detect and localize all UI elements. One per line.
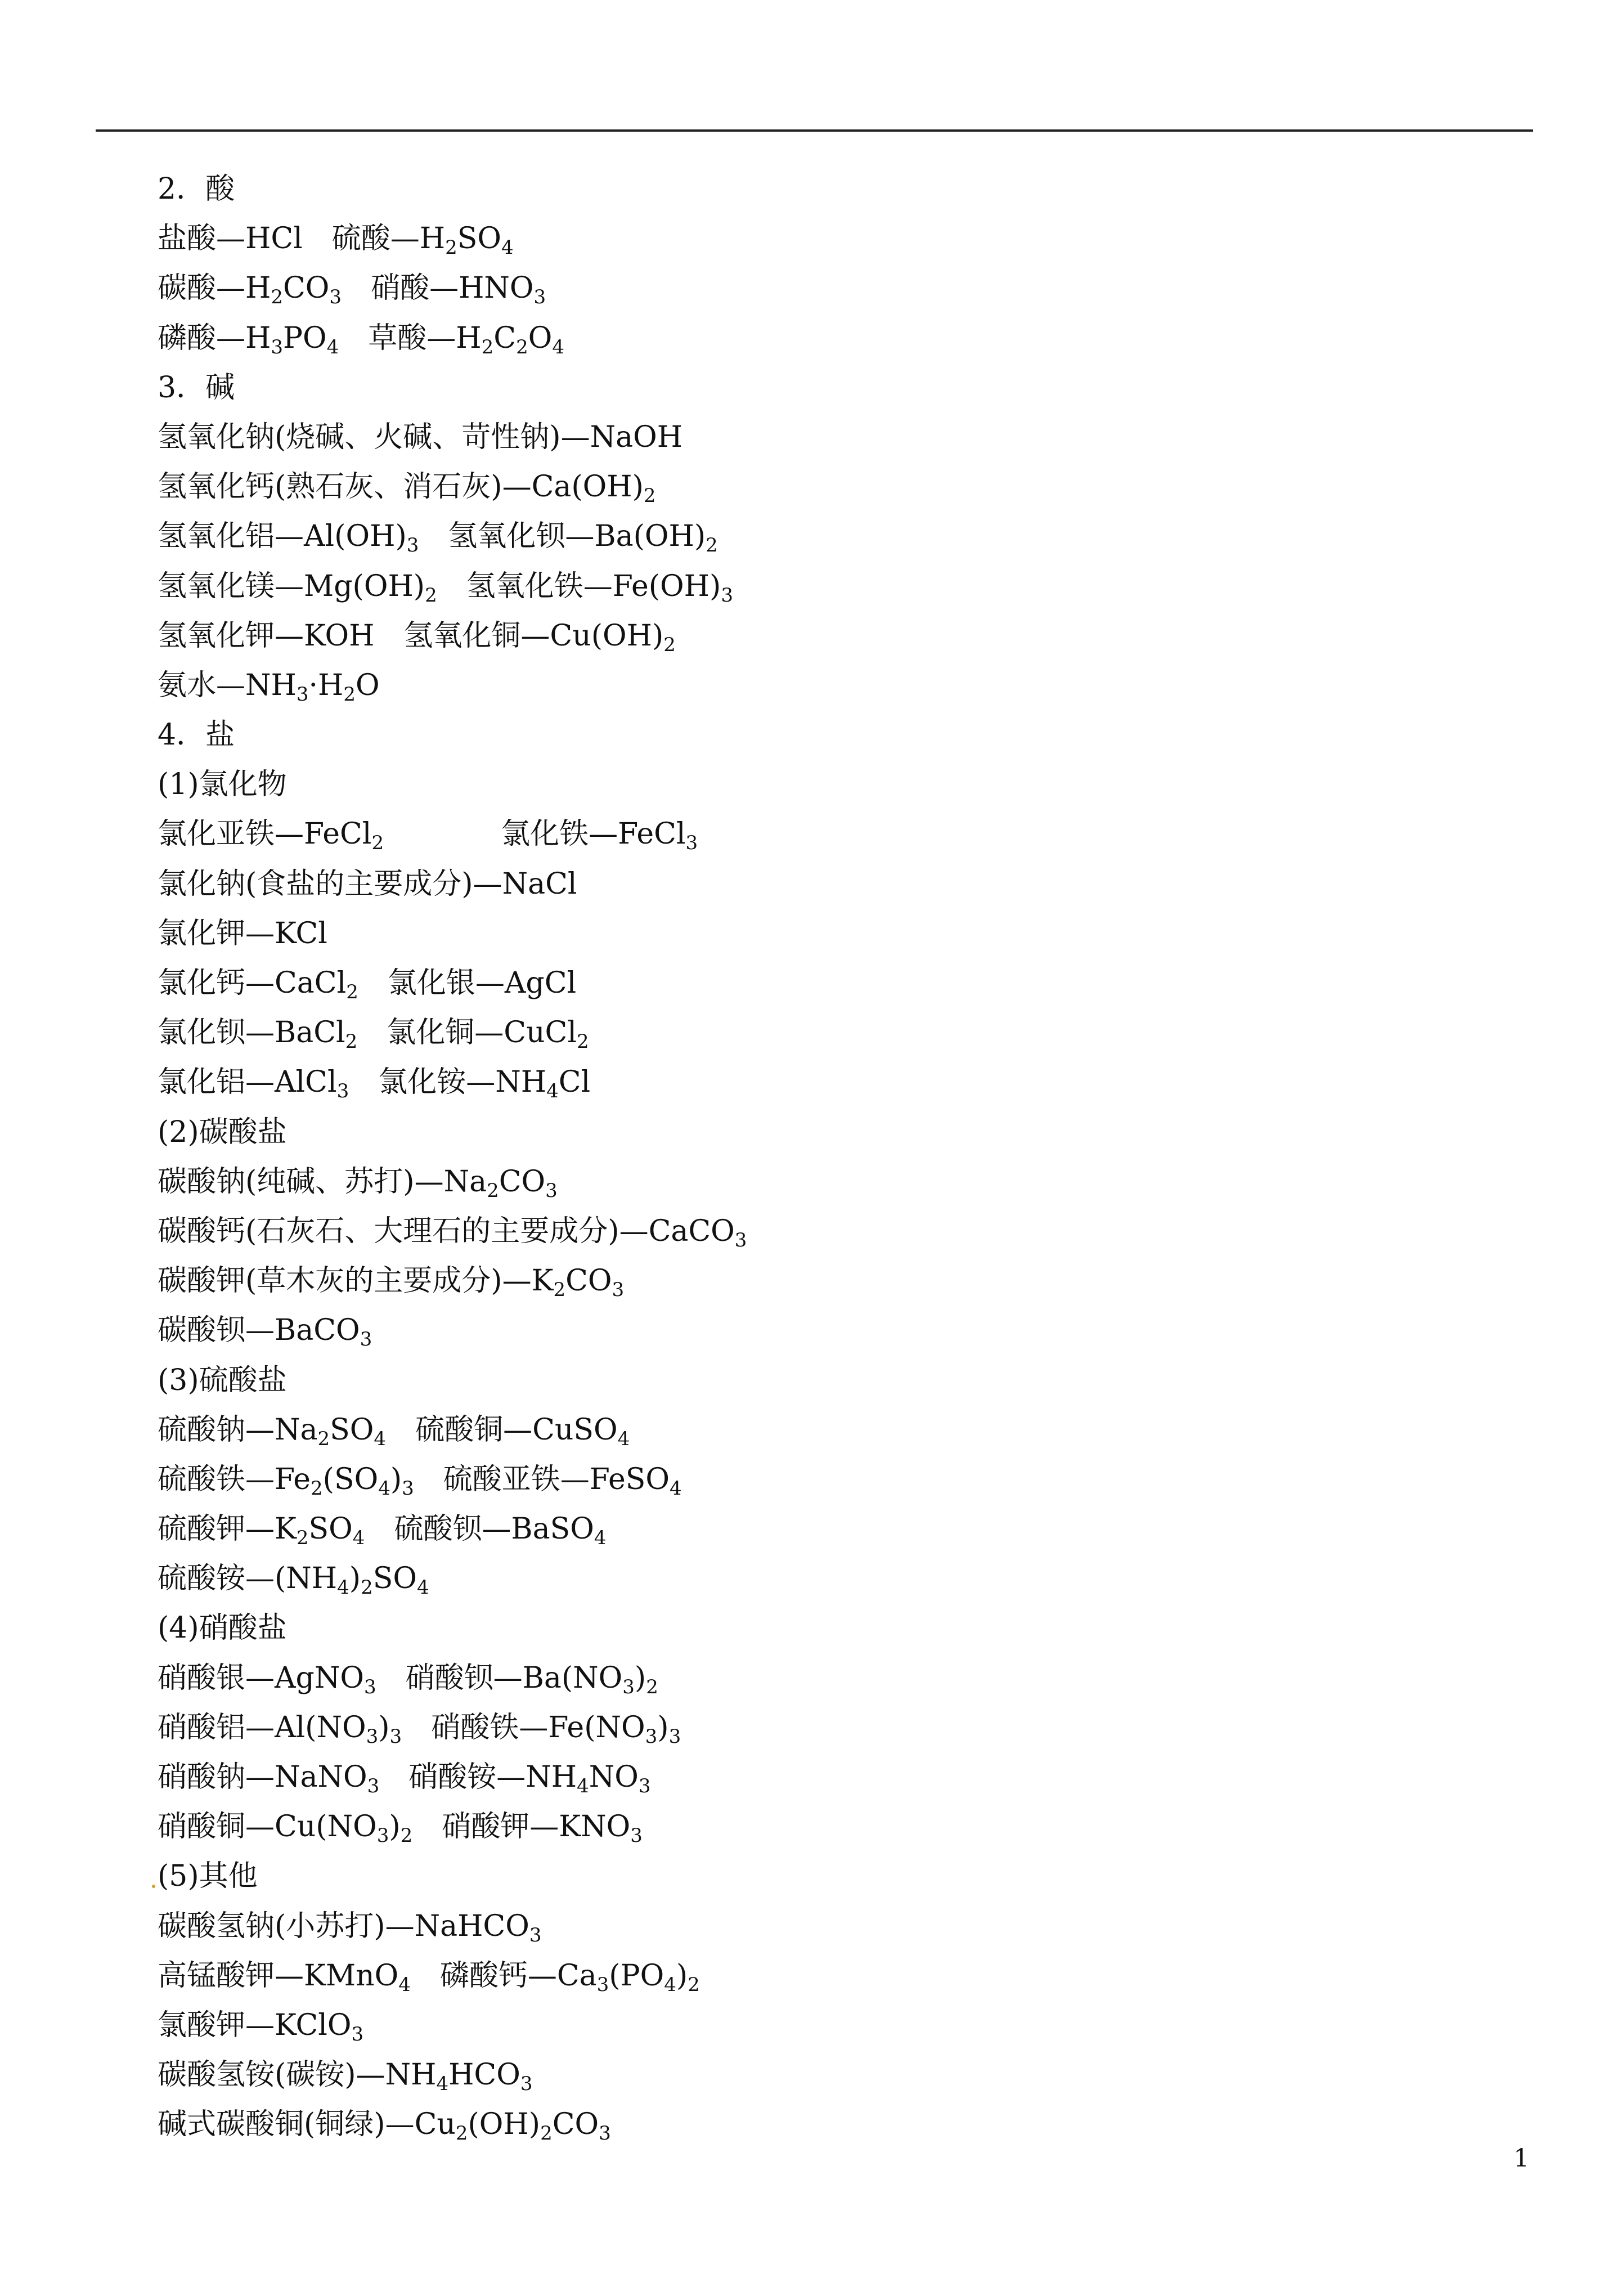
- formula-subscript: 4: [398, 1973, 411, 1996]
- header-rule: [96, 129, 1533, 132]
- formula-subscript: 2: [643, 485, 656, 508]
- formula-subscript: 3: [622, 1675, 635, 1698]
- text-segment: 硫酸铜—CuSO: [386, 1412, 618, 1447]
- formula-subscript: 4: [577, 1775, 589, 1797]
- formula-subscript: 2: [540, 2122, 553, 2145]
- formula-subscript: 3: [596, 1973, 609, 1996]
- formula-subscript: 2: [346, 981, 358, 1003]
- text-segment: 氯化钠(食盐的主要成分)—NaCl: [158, 867, 577, 901]
- formula-subscript: 3: [351, 2023, 364, 2046]
- formula-subscript: 4: [352, 1527, 365, 1550]
- text-segment: 氢氧化铝—Al(OH): [158, 519, 407, 554]
- text-segment: CO: [283, 271, 330, 306]
- formula-subscript: 2: [576, 1030, 589, 1053]
- text-segment: 碳酸氢铵(碳铵)—NH: [158, 2058, 437, 2092]
- text-line: [158, 412, 1508, 462]
- formula-subscript: 3: [645, 1725, 658, 1748]
- text-line: [158, 2001, 1508, 2050]
- page-number: 1: [1514, 2144, 1529, 2173]
- formula-subscript: 3: [366, 1725, 379, 1748]
- text-line: [158, 462, 1508, 512]
- text-line: [158, 1107, 1508, 1157]
- text-segment: 氯化铜—CuCl: [357, 1016, 577, 1050]
- formula-subscript: 2: [343, 683, 356, 706]
- text-line: [158, 710, 1508, 760]
- text-segment: (2)碳酸盐: [158, 1115, 287, 1149]
- text-segment: 氢氧化钡—Ba(OH): [419, 519, 706, 554]
- formula-subscript: 4: [594, 1527, 607, 1550]
- text-segment: SO: [457, 222, 502, 256]
- formula-subscript: 4: [374, 1427, 387, 1450]
- text-segment: 碳酸钾(草木灰的主要成分)—K: [158, 1264, 554, 1298]
- formula-subscript: 2: [481, 335, 494, 358]
- text-line: [158, 760, 1508, 809]
- text-segment: ·H: [308, 668, 344, 702]
- text-segment: 硫酸钾—K: [158, 1512, 297, 1546]
- formula-subscript: 2: [445, 236, 457, 259]
- text-line: [158, 1851, 1508, 1901]
- text-segment: O: [356, 668, 380, 702]
- formula-subscript: 4: [670, 1477, 682, 1500]
- text-segment: 硫酸亚铁—FeSO: [414, 1462, 670, 1496]
- text-line: [158, 1207, 1508, 1256]
- text-segment: 碳酸钡—BaCO: [158, 1313, 360, 1348]
- text-segment: 碳酸钙(石灰石、大理石的主要成分)—CaCO: [158, 1214, 735, 1248]
- text-segment: 高锰酸钾—KMnO: [158, 1958, 399, 1993]
- text-segment: 硝酸钾—KNO: [412, 1810, 631, 1844]
- text-line: [158, 512, 1508, 561]
- text-segment: 硫酸钠—Na: [158, 1412, 318, 1447]
- formula-subscript: 2: [516, 335, 528, 358]
- text-segment: ): [378, 1710, 390, 1745]
- text-segment: ): [349, 1562, 361, 1596]
- text-line: [158, 1405, 1508, 1455]
- text-line: [158, 263, 1508, 313]
- text-segment: 氯化铵—NH: [349, 1065, 547, 1100]
- text-line: [158, 809, 1508, 859]
- formula-subscript: 4: [337, 1576, 349, 1599]
- formula-subscript: 4: [617, 1427, 630, 1450]
- text-segment: SO: [308, 1512, 353, 1546]
- text-line: [158, 562, 1508, 611]
- formula-subscript: 4: [436, 2073, 449, 2096]
- text-segment: 2．酸: [158, 172, 235, 206]
- formula-subscript: 4: [378, 1477, 390, 1500]
- text-segment: 硫酸铵—(NH: [158, 1562, 338, 1596]
- formula-subscript: 2: [425, 584, 437, 607]
- text-segment: SO: [330, 1412, 374, 1447]
- formula-subscript: 2: [271, 286, 283, 309]
- text-segment: C: [493, 321, 517, 355]
- formula-subscript: 2: [400, 1824, 413, 1847]
- formula-subscript: 2: [361, 1576, 373, 1599]
- formula-subscript: 3: [406, 534, 419, 557]
- text-line: [158, 1554, 1508, 1603]
- text-segment: 氢氧化铁—Fe(OH): [437, 569, 721, 603]
- text-line: [158, 1703, 1508, 1752]
- formula-subscript: 3: [367, 1775, 380, 1797]
- formula-subscript: 4: [501, 236, 514, 259]
- text-segment: O: [528, 321, 553, 355]
- text-segment: 硫酸钡—BaSO: [365, 1512, 594, 1546]
- text-line: [158, 1306, 1508, 1355]
- text-segment: 氯化钙—CaCl: [158, 966, 347, 1000]
- text-line: [158, 1157, 1508, 1207]
- formula-subscript: 2: [663, 633, 676, 656]
- text-segment: 氯化铁—FeCl: [384, 817, 686, 851]
- text-segment: 草酸—H: [339, 321, 482, 355]
- text-line: [158, 313, 1508, 363]
- text-segment: 硝酸铁—Fe(NO: [402, 1710, 645, 1745]
- formula-subscript: 2: [455, 2122, 468, 2145]
- formula-subscript: 2: [296, 1527, 309, 1550]
- text-segment: (4)硝酸盐: [158, 1611, 287, 1645]
- text-line: [158, 1504, 1508, 1554]
- formula-subscript: 2: [688, 1973, 700, 1996]
- text-segment: 硝酸银—AgNO: [158, 1661, 364, 1695]
- text-line: [158, 1902, 1508, 1951]
- text-segment: 硝酸钠—NaNO: [158, 1760, 367, 1794]
- text-segment: 碳酸氢钠(小苏打)—NaHCO: [158, 1909, 529, 1943]
- formula-subscript: 3: [685, 832, 698, 855]
- text-segment: (PO: [609, 1958, 664, 1993]
- formula-subscript: 3: [533, 286, 546, 309]
- formula-subscript: 4: [326, 335, 339, 358]
- formula-subscript: 3: [734, 1228, 747, 1252]
- text-segment: 硝酸—HNO: [342, 271, 534, 306]
- text-segment: PO: [283, 321, 327, 355]
- formula-subscript: 3: [612, 1279, 625, 1302]
- text-segment: ): [657, 1710, 669, 1745]
- formula-subscript: 3: [360, 1328, 372, 1351]
- formula-subscript: 2: [487, 1179, 499, 1202]
- formula-subscript: 3: [363, 1675, 376, 1698]
- formula-subscript: 3: [336, 1080, 349, 1103]
- text-segment: 氢氧化钠(烧碱、火碱、苛性钠)—NaOH: [158, 420, 683, 454]
- text-segment: 氯化银—AgCl: [358, 966, 577, 1000]
- text-segment: CO: [499, 1164, 546, 1199]
- text-line: [158, 214, 1508, 263]
- formula-subscript: 4: [664, 1973, 676, 1996]
- text-line: [158, 363, 1508, 412]
- formula-subscript: 4: [416, 1576, 429, 1599]
- text-segment: 氨水—NH: [158, 668, 297, 702]
- text-segment: Cl: [558, 1065, 591, 1100]
- text-segment: CO: [565, 1264, 612, 1298]
- formula-subscript: 2: [371, 832, 384, 855]
- text-segment: (OH): [468, 2107, 541, 2142]
- text-line: [158, 1356, 1508, 1405]
- formula-subscript: 3: [520, 2073, 533, 2096]
- formula-subscript: 3: [296, 683, 309, 706]
- text-segment: 磷酸钙—Ca: [410, 1958, 597, 1993]
- text-segment: 硝酸钡—Ba(NO: [376, 1661, 623, 1695]
- formula-subscript: 3: [376, 1824, 389, 1847]
- text-segment: 3．碱: [158, 370, 235, 405]
- formula-subscript: 3: [329, 286, 342, 309]
- text-line: [158, 1653, 1508, 1703]
- text-segment: (3)硫酸盐: [158, 1363, 287, 1397]
- formula-subscript: 2: [706, 534, 718, 557]
- formula-subscript: 3: [529, 1923, 542, 1947]
- margin-mark-icon: [152, 1885, 155, 1888]
- text-line: [158, 958, 1508, 1008]
- text-segment: ): [634, 1661, 646, 1695]
- formula-subscript: 2: [311, 1477, 323, 1500]
- text-segment: (5)其他: [158, 1859, 258, 1894]
- text-segment: 氢氧化镁—Mg(OH): [158, 569, 425, 603]
- text-segment: 氯化钾—KCl: [158, 916, 327, 950]
- text-segment: 碱式碳酸铜(铜绿)—Cu: [158, 2107, 456, 2142]
- text-segment: ): [676, 1958, 688, 1993]
- text-segment: ): [390, 1462, 402, 1496]
- text-segment: ): [389, 1810, 401, 1844]
- text-segment: 碳酸钠(纯碱、苏打)—Na: [158, 1164, 487, 1199]
- text-segment: 氢氧化钙(熟石灰、消石灰)—Ca(OH): [158, 470, 644, 504]
- formula-subscript: 3: [271, 335, 283, 358]
- text-segment: 硝酸铝—Al(NO: [158, 1710, 366, 1745]
- formula-subscript: 3: [668, 1725, 681, 1748]
- text-line: [158, 164, 1508, 214]
- text-segment: 氢氧化钾—KOH 氢氧化铜—Cu(OH): [158, 618, 664, 653]
- text-line: [158, 661, 1508, 710]
- text-segment: 碳酸—H: [158, 271, 271, 306]
- text-line: [158, 1008, 1508, 1057]
- text-line: [158, 909, 1508, 958]
- text-line: [158, 859, 1508, 909]
- document-body: [158, 164, 1508, 2150]
- text-segment: SO: [372, 1562, 417, 1596]
- formula-subscript: 3: [599, 2122, 611, 2145]
- text-segment: 盐酸—HCl 硫酸—H: [158, 222, 446, 256]
- text-segment: 氯化钡—BaCl: [158, 1016, 345, 1050]
- formula-subscript: 3: [389, 1725, 402, 1748]
- formula-subscript: 2: [646, 1675, 658, 1698]
- text-line: [158, 2050, 1508, 2100]
- formula-subscript: 2: [345, 1030, 358, 1053]
- text-segment: 氯化亚铁—FeCl: [158, 817, 372, 851]
- formula-subscript: 4: [546, 1080, 559, 1103]
- text-segment: (1)氯化物: [158, 768, 287, 802]
- formula-subscript: 2: [317, 1427, 330, 1450]
- text-segment: 氯化铝—AlCl: [158, 1065, 337, 1100]
- text-segment: 氯酸钾—KClO: [158, 2008, 352, 2042]
- text-segment: 硝酸铵—NH: [379, 1760, 577, 1794]
- text-line: [158, 1951, 1508, 2001]
- text-segment: 磷酸—H: [158, 321, 271, 355]
- text-line: [158, 1802, 1508, 1851]
- text-line: [158, 2100, 1508, 2149]
- text-segment: HCO: [448, 2058, 520, 2092]
- text-segment: 4．盐: [158, 718, 235, 752]
- formula-subscript: 3: [402, 1477, 414, 1500]
- formula-subscript: 3: [630, 1824, 643, 1847]
- text-segment: CO: [552, 2107, 599, 2142]
- text-line: [158, 611, 1508, 661]
- text-segment: 硫酸铁—Fe: [158, 1462, 311, 1496]
- text-line: [158, 1455, 1508, 1504]
- text-line: [158, 1256, 1508, 1306]
- text-segment: NO: [589, 1760, 639, 1794]
- text-line: [158, 1057, 1508, 1107]
- text-segment: (SO: [322, 1462, 379, 1496]
- formula-subscript: 2: [553, 1279, 566, 1302]
- formula-subscript: 3: [638, 1775, 651, 1797]
- text-line: [158, 1603, 1508, 1653]
- text-line: [158, 1752, 1508, 1802]
- formula-subscript: 4: [552, 335, 564, 358]
- formula-subscript: 3: [545, 1179, 558, 1202]
- formula-subscript: 3: [721, 584, 733, 607]
- text-segment: 硝酸铜—Cu(NO: [158, 1810, 377, 1844]
